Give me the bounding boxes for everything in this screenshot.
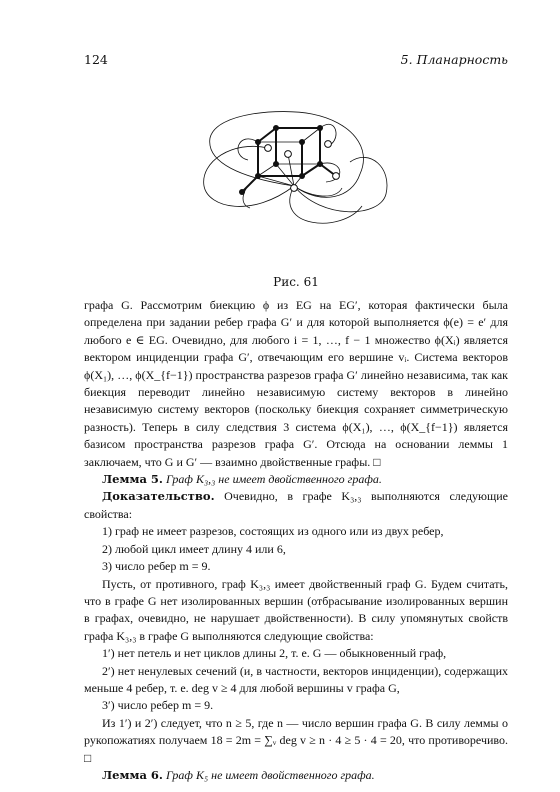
vertex	[299, 139, 305, 145]
dual-vertex	[285, 151, 292, 158]
vertex	[255, 173, 261, 179]
page-header	[84, 52, 508, 70]
list-item: 3) число ребер m = 9.	[102, 559, 211, 574]
body-text	[84, 297, 508, 784]
list-item: 3′) число ребер m = 9.	[102, 698, 214, 713]
dual-vertex	[333, 173, 340, 180]
figure-61	[84, 108, 508, 273]
outer-curve-4	[290, 186, 362, 223]
list-item: 1′) нет петель и нет циклов длины 2, т. е. G — обыкновенный граф,	[102, 646, 447, 661]
list-item: 1) граф не имеет разрезов, состоящих из одного или из двух ребер,	[102, 524, 444, 539]
vertex	[317, 125, 323, 131]
lemma-5	[84, 471, 508, 488]
lemma-6	[84, 767, 508, 784]
dual-vertex	[325, 141, 332, 148]
figure-caption: Рис. 61	[273, 275, 319, 289]
vertex	[273, 161, 279, 167]
vertex	[239, 189, 245, 195]
paragraph: Пусть, от противного, граф K₃,₃ имеет двойственный граф G. Будем считать, что в графе G нет изолированных вершин (отбрасывание изолированных вершин в графах, очевидно, не нарушает двойственности). В силу упомянутых свойств графа K₃,₃ в графе G выполняются следующие свойства:	[84, 576, 508, 643]
page-number: 124	[84, 52, 108, 67]
vertex	[299, 173, 305, 179]
vertex	[255, 139, 261, 145]
graph-figure	[202, 108, 388, 248]
proof-title: Доказательство.	[102, 489, 215, 504]
lemma-statement: Граф K₃,₃ не имеет двойственного графа.	[165, 472, 382, 487]
proof-intro	[84, 488, 508, 523]
lemma-statement: Граф K₅ не имеет двойственного графа.	[165, 767, 375, 782]
dual-vertex	[291, 185, 298, 192]
lemma-title: Лемма 6.	[102, 767, 163, 782]
paragraph: Из 1′) и 2′) следует, что n ≥ 5, где n — число вершин графа G. В силу леммы о рукопожатиях получаем 18 = 2m = ∑ᵥ deg v ≥ n · 4 ≥ 5 · 4 = 20, что противоречиво. □	[84, 715, 508, 765]
running-head: 5. Планарность	[400, 52, 508, 67]
list-item: 2) любой цикл имеет длину 4 или 6,	[102, 541, 286, 556]
page	[84, 52, 508, 784]
proof-intro-text: Очевидно, в графе K₃,₃ выполняются следующие свойства:	[84, 489, 509, 521]
vertex	[317, 161, 323, 167]
lemma-title: Лемма 5.	[102, 472, 163, 487]
dual-vertex	[265, 145, 272, 152]
vertex	[273, 125, 279, 131]
paragraph: графа G. Рассмотрим биекцию ϕ из EG на EG′, которая фактически была определена при задании ребер графа G′ и для которой выполняется ϕ(e) = e′ для любого e ∈ EG. Очевидно, для любого i = 1, …, f − 1 множество ϕ(Xᵢ) является вектором инциденции графа G′, отвечающим его вершине vᵢ. Система векторов ϕ(X₁), …, ϕ(X_{f−1}) пространства разрезов графа G′ линейно независима, так как биекция переводит линейно независимую систему векторов в линейно независимую систему векторов (поскольку биекция сохраняет симметрическую разность). Теперь в силу следствия 3 система ϕ(X₁), …, ϕ(X_{f−1}) является базисом пространства разрезов графа G′. Отсюда на основании леммы 1 заключаем, что G и G′ — взаимно двойственные графы. □	[84, 298, 508, 469]
outer-curve-5	[294, 186, 342, 196]
list-item: 2′) нет ненулевых сечений (и, в частности, векторов инциденции), содержащих меньше 4 ребер, т. е. deg v ≥ 4 для любой вершины v графа G,	[84, 663, 508, 695]
outer-curve-3	[294, 157, 387, 211]
